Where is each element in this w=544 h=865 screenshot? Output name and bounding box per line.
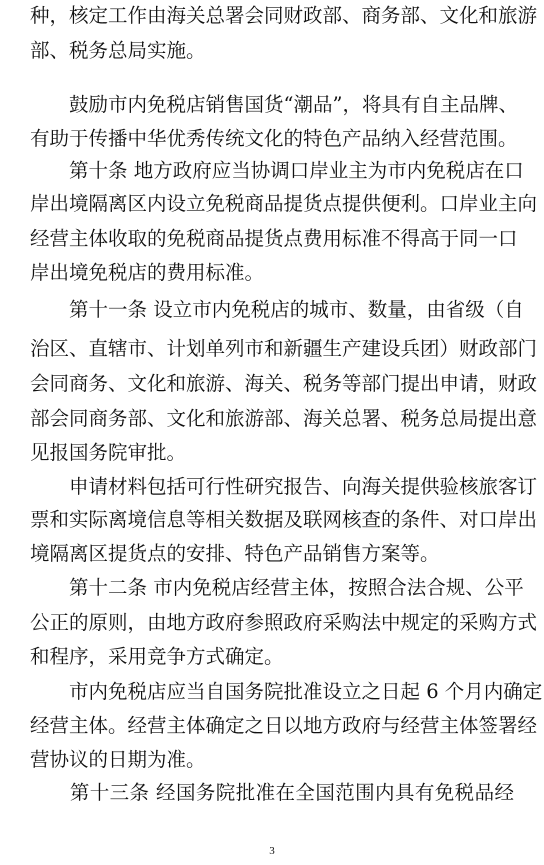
text-line-18: 公正的原则，由地方政府参照政府采购法中规定的采购方式 — [30, 611, 538, 634]
text-line-5: 第十条 地方政府应当协调口岸业主为市内免税店在口 — [30, 159, 524, 182]
text-line-21: 经营主体。经营主体确定之日以地方政府与经营主体签署经 — [30, 714, 538, 737]
text-line-3: 鼓励市内免税店销售国货“潮品”，将具有自主品牌、 — [30, 93, 518, 116]
text-line-22: 营协议的日期为准。 — [30, 748, 206, 771]
text-line-12: 部会同商务部、文化和旅游部、海关总署、税务总局提出意 — [30, 407, 538, 430]
text-line-11: 会同商务、文化和旅游、海关、税务等部门提出申请，财政 — [30, 372, 538, 395]
text-line-19: 和程序，采用竞争方式确定。 — [30, 645, 284, 668]
text-line-2: 部、税务总局实施。 — [30, 39, 206, 62]
text-line-13: 见报国务院审批。 — [30, 441, 187, 464]
text-line-1: 种，核定工作由海关总署会同财政部、商务部、文化和旅游 — [30, 4, 538, 27]
page-number: 3 — [269, 845, 275, 857]
text-line-4: 有助于传播中华优秀传统文化的特色产品纳入经营范围。 — [30, 127, 518, 150]
text-line-23: 第十三条 经国务院批准在全国范围内具有免税品经 — [30, 781, 514, 804]
text-line-20: 市内免税店应当自国务院批准设立之日起 6 个月内确定 — [30, 680, 543, 703]
text-line-10: 治区、直辖市、计划单列市和新疆生产建设兵团）财政部门 — [30, 337, 538, 360]
text-line-14: 申请材料包括可行性研究报告、向海关提供验核旅客订 — [30, 475, 538, 498]
text-line-6: 岸出境隔离区内设立免税商品提货点提供便利。口岸业主向 — [30, 192, 538, 215]
text-line-17: 第十二条 市内免税店经营主体，按照合法合规、公平 — [30, 576, 524, 599]
text-line-7: 经营主体收取的免税商品提货点费用标准不得高于同一口 — [30, 227, 518, 250]
text-line-15: 票和实际离境信息等相关数据及联网核查的条件、对口岸出 — [30, 508, 538, 531]
text-line-8: 岸出境免税店的费用标准。 — [30, 261, 265, 284]
text-line-9: 第十一条 设立市内免税店的城市、数量，由省级（自 — [30, 298, 524, 321]
text-line-16: 境隔离区提货点的安排、特色产品销售方案等。 — [30, 542, 440, 565]
